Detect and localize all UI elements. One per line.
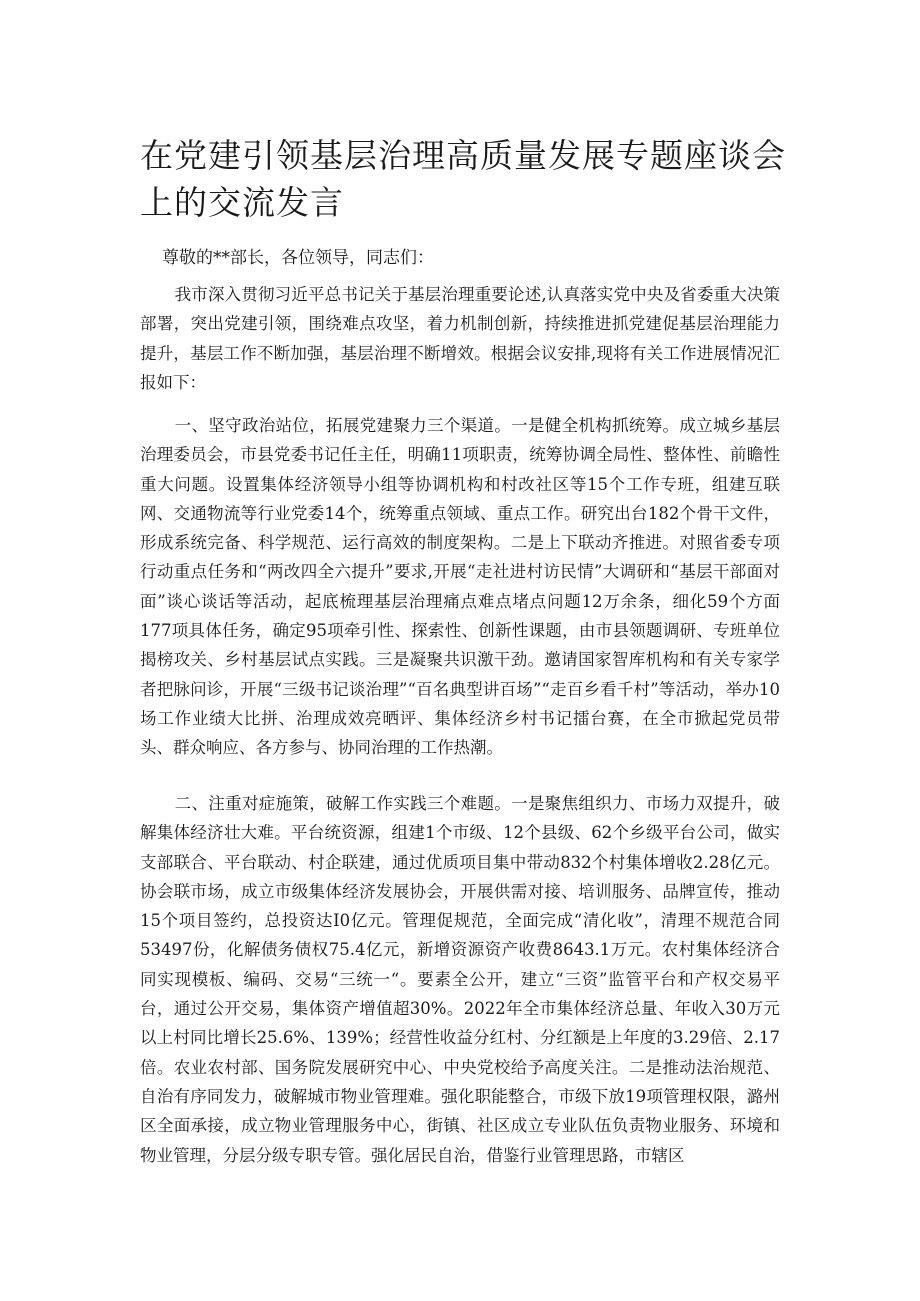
paragraph-section-1: 一、坚守政治站位，拓展党建聚力三个渠道。一是健全机构抓统筹。成立城乡基层治理委员会，市县党委书记任主任，明确11项职责，统筹协调全局性、整体性、前瞻性重大问题。设置集体经济领导小组等协调机构和村改社区等15个工作专班，组建互联网、交通物流等行业党委14个，统筹重点领域、重点工作。研究出台182个骨干文件，形成系统完备、科学规范、运行高效的制度架构。二是上下联动齐推进。对照省委专项行动重点任务和“两改四全六提升”要求,开展“走社进村访民情”大调研和“基层干部面对面”谈心谈话等活动，起底梳理基层治理痛点难点堵点问题12万余条，细化59个方面177项具体任务，确定95项牵引性、探索性、创新性课题，由市县领题调研、专班单位揭榜攻关、乡村基层试点实践。三是凝聚共识激干劲。邀请国家智库机构和有关专家学者把脉问诊，开展“三级书记谈治理”“百名典型讲百场”“走百乡看千村”等活动，举办10场工作业绩大比拼、治理成效亮晒评、集体经济乡村书记擂台赛，在全市掀起党员带头、群众响应、各方参与、协同治理的工作热潮。: [140, 416, 780, 758]
paragraph-section-2: 二、注重对症施策，破解工作实践三个难题。一是聚焦组织力、市场力双提升，破解集体经济壮大难。平台统资源，组建1个市级、12个县级、62个乡级平台公司，做实支部联合、平台联动、村企联建，通过优质项目集中带动832个村集体增收2.28亿元。协会联市场，成立市级集体经济发展协会，开展供需对接、培训服务、品牌宣传，推动15个项目签约，总投资达I0亿元。管理促规范，全面完成“清化收”，清理不规范合同53497份，化解债务债权75.4亿元，新增资源资产收费8643.1万元。农村集体经济合同实现模板、编码、交易“三统一“。要素全公开，建立“三资”监管平台和产权交易平台，通过公开交易，集体资产增值超30%。2022年全市集体经济总量、年收入30万元以上村同比增长25.6%、139%；经营性收益分红村、分红额是上年度的3.29倍、2.17倍。农业农村部、国务院发展研究中心、中央党校给予高度关注。二是推动法治规范、自治有序同发力，破解城市物业管理难。强化职能整合，市级下放19项管理权限，潞州区全面承接，成立物业管理服务中心，街镇、社区成立专业队伍负责物业服务、环境和物业管理，分层分级专职专管。强化居民自治，借鉴行业管理思路，市辖区: [140, 794, 780, 1165]
document-title: 在党建引领基层治理高质量发展专题座谈会上的交流发言: [140, 136, 786, 222]
salutation: 尊敬的**部长，各位领导，同志们：: [162, 248, 434, 268]
paragraph-intro: 我市深入贯彻习近平总书记关于基层治理重要论述,认真落实党中央及省委重大决策部署，突出党建引领，围绕难点攻坚，着力机制创新，持续推进抓党建促基层治理能力提升，基层工作不断加强，基层治理不断增效。根据会议安排,现将有关工作进展情况汇报如下：: [140, 285, 780, 392]
